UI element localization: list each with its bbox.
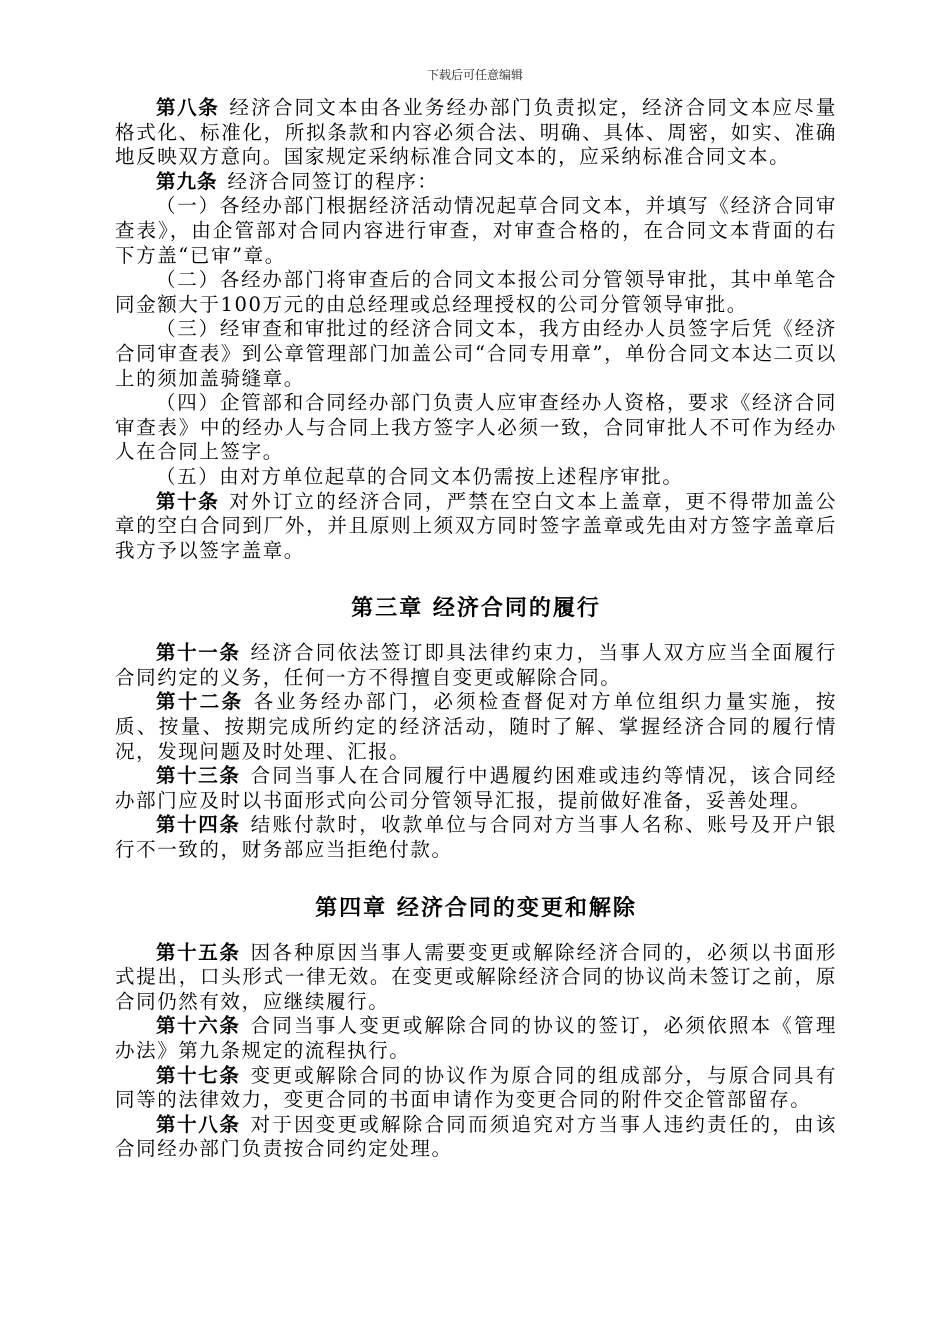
article-16 xyxy=(115,1014,837,1063)
chapter-3-heading: 第三章 经济合同的履行 xyxy=(351,595,601,622)
item-text: （二）各经办部门将审查后的合同文本报公司分管领导审批，其中单笔合同金额大于100万元的由总经理或总经理授权的公司分管领导审批。 xyxy=(115,268,837,316)
article-text: 合同当事人变更或解除合同的协议的签订，必须依照本《管理办法》第九条规定的流程执行。 xyxy=(115,1014,837,1062)
article-13 xyxy=(115,764,837,813)
article-9-item-1 xyxy=(115,194,837,268)
article-label: 第十六条 xyxy=(156,1014,241,1038)
article-label: 第十四条 xyxy=(156,813,241,837)
article-text: 经济合同文本由各业务经办部门负责拟定，经济合同文本应尽量格式化、标准化，所拟条款和内容必须合法、明确、具体、周密，如实、准确地反映双方意向。国家规定采纳标准合同文本的，应采纳标准合同文本。 xyxy=(115,96,837,169)
article-text: 因各种原因当事人需要变更或解除经济合同的，必须以书面形式提出，口头形式一律无效。在变更或解除经济合同的协议尚未签订之前，原合同仍然有效，应继续履行。 xyxy=(115,940,837,1013)
article-9 xyxy=(115,170,837,195)
article-18 xyxy=(115,1113,837,1162)
article-11 xyxy=(115,641,837,690)
article-17 xyxy=(115,1064,837,1113)
article-8 xyxy=(115,96,837,170)
document-body xyxy=(115,96,837,1162)
article-text: 经济合同依法签订即具法律约束力，当事人双方应当全面履行合同约定的义务，任何一方不得擅自变更或解除合同。 xyxy=(115,641,837,689)
article-text: 对于因变更或解除合同而须追究对方当事人违约责任的，由该合同经办部门负责按合同约定处理。 xyxy=(115,1112,837,1161)
article-text: 合同当事人在合同履行中遇履约困难或违约等情况，该合同经办部门应及时以书面形式向公司分管领导汇报，提前做好准备，妥善处理。 xyxy=(115,764,837,812)
article-text: 变更或解除合同的协议作为原合同的组成部分，与原合同具有同等的法律效力，变更合同的书面申请作为变更合同的附件交企管部留存。 xyxy=(115,1063,837,1112)
item-text: （五）由对方单位起草的合同文本仍需按上述程序审批。 xyxy=(156,464,684,488)
article-text: 各业务经办部门，必须检查督促对方单位组织力量实施，按质、按量、按期完成所约定的经济活动，随时了解、掌握经济合同的履行情况，发现问题及时处理、汇报。 xyxy=(115,690,837,763)
item-text: （三）经审查和审批过的经济合同文本，我方由经办人员签字后凭《经济合同审查表》到公章管理部门加盖公司“合同专用章”，单份合同文本达二页以上的须加盖骑缝章。 xyxy=(115,317,837,390)
article-9-item-4 xyxy=(115,391,837,465)
article-12 xyxy=(115,690,837,764)
article-label: 第十七条 xyxy=(156,1063,241,1087)
article-9-item-5 xyxy=(115,465,837,490)
article-label: 第十八条 xyxy=(156,1112,241,1136)
article-label: 第十条 xyxy=(156,489,220,513)
article-text: 对外订立的经济合同，严禁在空白文本上盖章，更不得带加盖公章的空白合同到厂外，并且原则上须双方同时签字盖章或先由对方签字盖章后我方予以签字盖章。 xyxy=(115,489,837,562)
article-label: 第十三条 xyxy=(156,764,241,788)
article-label: 第八条 xyxy=(156,96,220,119)
article-10 xyxy=(115,490,837,564)
article-text: 经济合同签订的程序： xyxy=(227,169,439,193)
article-label: 第十二条 xyxy=(156,690,244,714)
article-9-item-3 xyxy=(115,317,837,391)
article-14 xyxy=(115,813,837,862)
article-label: 第十一条 xyxy=(156,641,241,665)
article-label: 第九条 xyxy=(156,169,218,193)
page-header: 下载后可任意编辑 xyxy=(426,68,523,82)
chapter-4-heading: 第四章 经济合同的变更和解除 xyxy=(315,894,637,921)
article-label: 第十五条 xyxy=(156,940,241,964)
item-text: （一）各经办部门根据经济活动情况起草合同文本，并填写《经济合同审查表》，由企管部对合同内容进行审查，对审查合格的，在合同文本背面的右下方盖“已审”章。 xyxy=(115,194,837,267)
item-text: （四）企管部和合同经办部门负责人应审查经办人资格，要求《经济合同审查表》中的经办人与合同上我方签字人必须一致，合同审批人不可作为经办人在合同上签字。 xyxy=(115,391,837,464)
article-9-item-2 xyxy=(115,268,837,317)
article-15 xyxy=(115,941,837,1015)
article-text: 结账付款时，收款单位与合同对方当事人名称、账号及开户银行不一致的，财务部应当拒绝付款。 xyxy=(115,813,837,862)
